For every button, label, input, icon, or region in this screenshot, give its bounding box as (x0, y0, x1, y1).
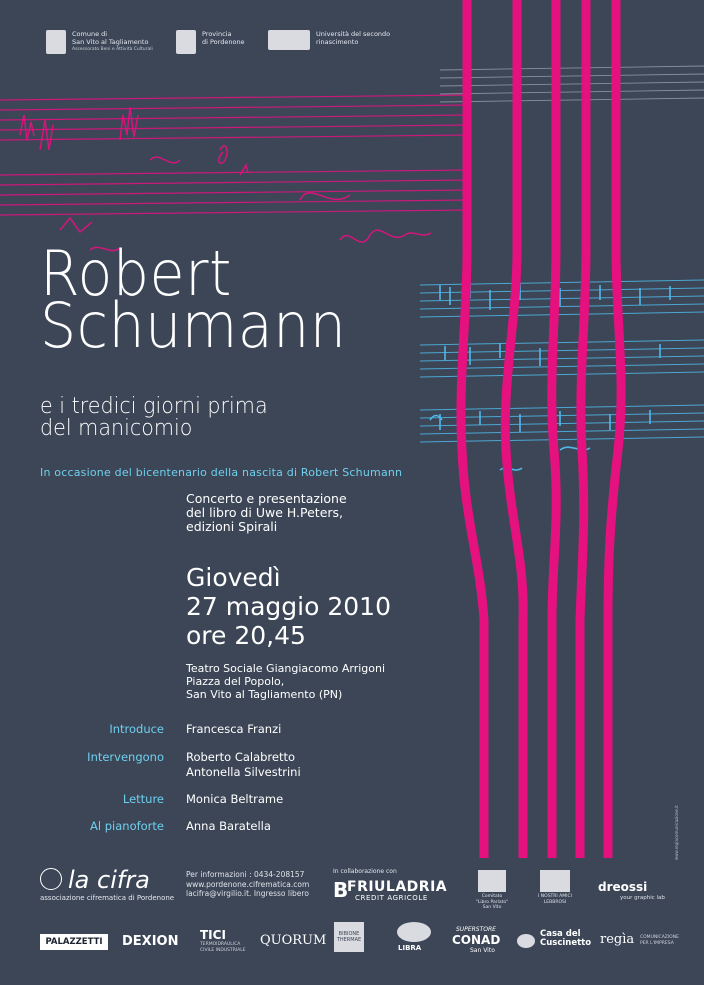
concert-line3: edizioni Spirali (186, 519, 278, 534)
conad-bottom: San Vito (470, 947, 495, 954)
comune-text (72, 30, 153, 54)
cuscinetto-logo (540, 930, 591, 948)
venue-line1: Teatro Sociale Giangiacomo Arrigoni (186, 662, 386, 675)
info-website: www.pordenone.cifrematica.com (186, 879, 310, 889)
collab-label: In collaborazione con (333, 868, 397, 875)
subtitle-line1: e i tredici giorni prima (40, 394, 268, 419)
credit-role: Letture (122, 792, 164, 806)
tici-sub (200, 942, 246, 953)
credit-name: Antonella Silvestrini (186, 765, 301, 779)
cuscinetto-mark-icon (517, 934, 535, 948)
regia-sub (640, 935, 679, 946)
friuladria-sub: CREDIT AGRICOLE (355, 894, 428, 902)
tici-sub2: CIVILE INDUSTRIALE (200, 947, 246, 953)
venue-line3: San Vito al Tagliamento (PN) (186, 688, 343, 701)
amici-line2: LEBBROSI (543, 899, 567, 905)
title-line1: Robert (40, 237, 232, 310)
provincia-logo (176, 30, 245, 54)
side-credit-url: www.regiacomunicazione.it (674, 805, 679, 860)
dexion-logo: DEXION (122, 934, 179, 949)
credit-name: Anna Baratella (186, 819, 271, 833)
palazzetti-logo: PALAZZETTI (40, 934, 108, 950)
libra-mark-icon (397, 922, 431, 942)
comitato-caption (472, 894, 512, 911)
friuladria-logo (333, 878, 448, 902)
lacifra-logo-icon (40, 868, 62, 890)
comune-logo (46, 30, 153, 54)
universita-line1: Università del secondo (316, 30, 391, 38)
pink-staff-lines (0, 95, 470, 215)
event-datetime (186, 563, 391, 650)
universita-building-icon (268, 30, 310, 50)
tici-sub1: TERMOIDRAULICA (200, 942, 241, 947)
credit-names (186, 819, 271, 834)
universita-logo (268, 30, 390, 50)
info-block (186, 870, 309, 899)
credit-names (186, 792, 283, 807)
comune-line1: Comune di (72, 30, 108, 38)
credit-role: Introduce (109, 722, 164, 736)
libra-logo: LIBRA (398, 944, 422, 952)
info-phone: Per informazioni : 0434-208157 (186, 870, 305, 879)
tici-logo: TICI (200, 928, 226, 942)
provincia-crest-icon (176, 30, 196, 54)
pink-strings (461, 0, 621, 858)
comune-line3: Assessorato Beni e Attività Culturali (72, 47, 153, 52)
credit-names (186, 722, 281, 737)
event-date: 27 maggio 2010 (186, 592, 391, 621)
regia-sub1: COMUNICAZIONE (640, 935, 679, 940)
page-subtitle (40, 396, 268, 440)
lacifra-subtitle: associazione cifrematica di Pordenone (40, 894, 175, 902)
friuladria-name: FRIULADRIA (347, 879, 448, 895)
concert-description (186, 492, 347, 534)
provincia-text (202, 30, 245, 46)
venue-line2: Piazza del Popolo, (186, 675, 285, 688)
concert-line2: del libro di Uwe H.Peters, (186, 505, 344, 520)
quorum-logo: QUORUM (260, 933, 327, 948)
comitato-line2: "Libro Parlato" (475, 899, 509, 905)
provincia-line1: Provincia (202, 30, 232, 38)
concert-line1: Concerto e presentazione (186, 491, 347, 506)
credit-role: Intervengono (87, 750, 164, 764)
amici-logo-icon (540, 870, 570, 892)
subtitle-line2: del manicomio (40, 416, 193, 441)
credit-name: Monica Beltrame (186, 792, 284, 806)
friuladria-mark-icon: B (333, 878, 349, 902)
universita-line2: rinascimento (316, 38, 359, 46)
title-line2: Schumann (40, 289, 347, 362)
credit-name: Francesca Franzi (186, 722, 282, 736)
provincia-line2: di Pordenone (202, 38, 245, 46)
credit-name: Roberto Calabretto (186, 750, 296, 764)
lacifra-name: la cifra (68, 866, 150, 894)
comune-crest-icon (46, 30, 66, 54)
regia-logo: regìa (600, 932, 635, 947)
cuscinetto-line2: Cuscinetto (540, 938, 592, 948)
comitato-line1: Comitato (481, 894, 503, 899)
event-day: Giovedì (186, 563, 281, 592)
conad-logo: CONAD (452, 933, 501, 947)
dark-staff-lines (440, 66, 704, 102)
event-time: ore 20,45 (186, 621, 306, 650)
cuscinetto-line1: Casa del (540, 929, 581, 939)
dreossi-logo: dreossi (598, 880, 648, 894)
venue-address (186, 662, 385, 701)
comune-line2: San Vito al Tagliamento (72, 38, 149, 46)
credit-role: Al pianoforte (90, 819, 164, 833)
amici-line1: I NOSTRI AMICI (538, 894, 572, 899)
regia-sub2: PER L'IMPRESA (640, 940, 674, 946)
comitato-line3: San Vito (482, 905, 502, 910)
occasion-text: In occasione del bicentenario della nascita di Robert Schumann (40, 466, 403, 479)
universita-text (316, 30, 390, 46)
bibione-logo: BIBIONE THERMAE (334, 922, 364, 952)
page-title (40, 237, 347, 362)
credit-names (186, 750, 301, 780)
amici-caption (535, 894, 575, 905)
dreossi-sub: your graphic lab (620, 895, 665, 901)
conad-top: SUPERSTORE (456, 926, 496, 933)
info-email: lacifra@virgilio.it. Ingresso libero (186, 889, 309, 898)
comitato-logo-icon (478, 870, 506, 892)
